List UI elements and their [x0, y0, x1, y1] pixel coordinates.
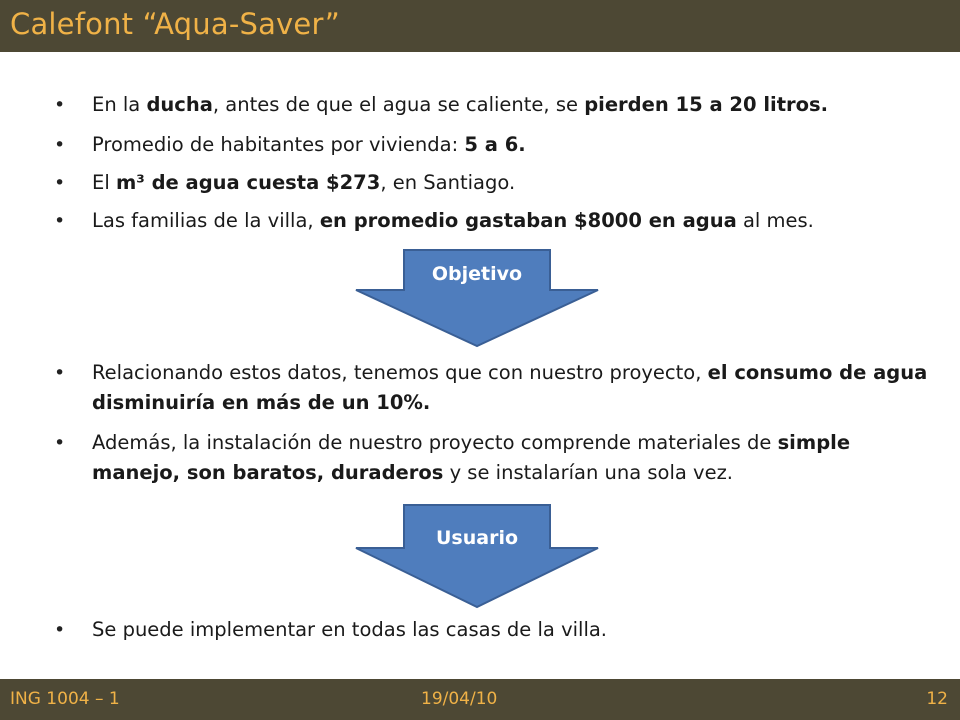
bold-text: 5 a 6.: [464, 133, 526, 156]
bold-text: el consumo de agua disminuiría en más de un 10%.: [92, 361, 928, 414]
bullet-item: [92, 206, 932, 236]
user-arrow: [352, 503, 602, 609]
bold-text: en promedio gastaban $8000 en agua: [319, 209, 737, 232]
bullet-item: [92, 358, 932, 418]
text: Las familias de la villa,: [92, 209, 320, 232]
text: , en Santiago.: [380, 171, 516, 194]
down-arrow-icon: [352, 503, 602, 609]
footer-date: 19/04/10: [421, 689, 498, 709]
user-label: Usuario: [435, 527, 519, 549]
objective-arrow: [352, 248, 602, 348]
text: al mes.: [736, 209, 814, 232]
bold-text: m³ de agua cuesta $273: [115, 171, 381, 194]
bullet-item: [92, 130, 932, 160]
bullet-item: [92, 428, 932, 488]
bold-text: pierden 15 a 20 litros.: [584, 93, 829, 116]
footer-bar: [0, 679, 960, 720]
text: Se puede implementar en todas las casas de la villa.: [92, 618, 608, 641]
title-bar: [0, 0, 960, 52]
bold-text: ducha: [146, 93, 213, 116]
text: Promedio de habitantes por vivienda:: [92, 133, 465, 156]
text: Además, la instalación de nuestro proyecto comprende materiales de: [92, 431, 778, 454]
objective-label: Objetivo: [431, 263, 523, 285]
text: , antes de que el agua se caliente, se: [212, 93, 585, 116]
text: En la: [92, 93, 147, 116]
bullet-item: [92, 168, 932, 198]
text: Relacionando estos datos, tenemos que con nuestro proyecto,: [92, 361, 708, 384]
bold-text: simple manejo, son baratos, duraderos: [92, 431, 851, 484]
bullet-item: [92, 90, 932, 120]
footer-course: ING 1004 – 1: [10, 689, 120, 709]
text: y se instalarían una sola vez.: [443, 461, 733, 484]
bullet-item: [92, 615, 932, 645]
text: El: [92, 171, 116, 194]
slide-title: Calefont “Aqua-Saver”: [10, 7, 341, 41]
slide-number: 12: [926, 689, 948, 709]
